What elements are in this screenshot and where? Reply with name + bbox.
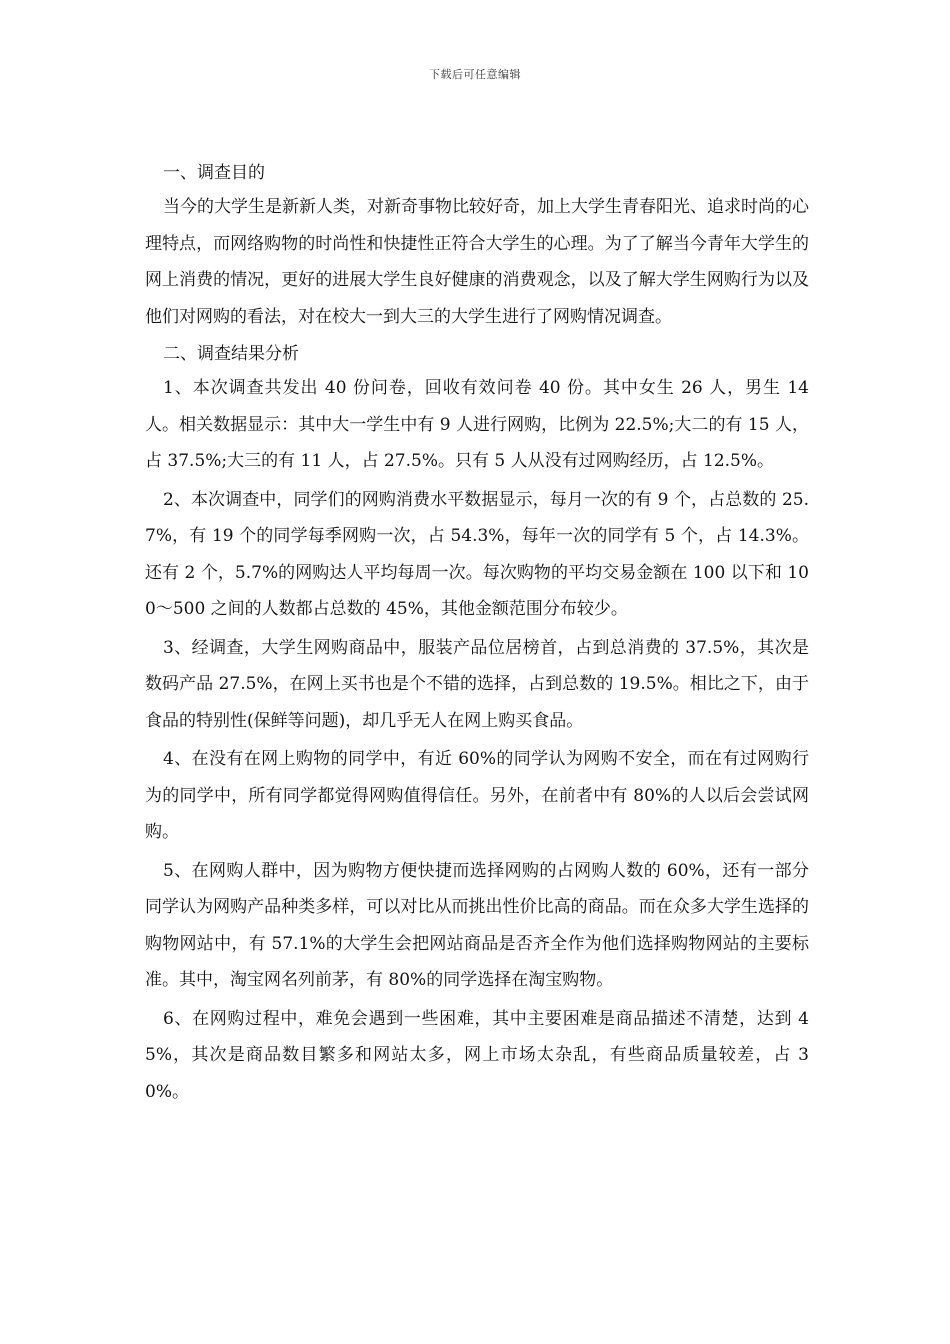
result-paragraph-6: 6、在网购过程中，难免会遇到一些困难，其中主要困难是商品描述不清楚，达到 45%，其次是商品数目繁多和网站太多，网上市场太杂乱，有些商品质量较差，占 30%。	[145, 1008, 809, 1102]
result-paragraph-1: 1、本次调查共发出 40 份问卷，回收有效问卷 40 份。其中女生 26 人，男生 14 人。相关数据显示：其中大一学生中有 9 人进行网购，比例为 22.5%;大二的有 15 人，占 37.5%;大三的有 11 人，占 27.5%。只有 5 人从没有过网购经历，占 12.5%。	[145, 378, 809, 471]
section-heading-results: 二、调查结果分析	[163, 344, 299, 364]
result-paragraph-2: 2、本次调查中，同学们的网购消费水平数据显示，每月一次的有 9 个，占总数的 25.7%，有 19 个的同学每季网购一次，占 54.3%，每年一次的同学有 5 个，占 14.3%。还有 2 个，5.7%的网购达人平均每周一次。每次购物的平均交易金额在 100 以下和 100～500 之间的人数都占总数的 45%，其他金额范围分布较少。	[145, 489, 809, 619]
result-paragraph-4: 4、在没有在网上购物的同学中，有近 60%的同学认为网购不安全，而在有过网购行为的同学中，所有同学都觉得网购值得信任。另外，在前者中有 80%的人以后会尝试网购。	[145, 749, 809, 842]
document-body	[145, 158, 809, 1112]
result-paragraph-3: 3、经调查，大学生网购商品中，服装产品位居榜首，占到总消费的 37.5%，其次是数码产品 27.5%，在网上买书也是个不错的选择，占到总数的 19.5%。相比之下，由于食品的特别性(保鲜等问题)，却几乎无人在网上购买食品。	[145, 637, 809, 731]
header-note: 下载后可任意编辑	[429, 68, 521, 81]
section-heading-purpose: 一、调查目的	[163, 163, 265, 183]
result-paragraph-5: 5、在网购人群中，因为购物方便快捷而选择网购的占网购人数的 60%，还有一部分同学认为网购产品种类多样，可以对比从而挑出性价比高的商品。而在众多大学生选择的购物网站中，有 57.1%的大学生会把网站商品是否齐全作为他们选择购物网站的主要标准。其中，淘宝网名列前茅，有 80%的同学选择在淘宝购物。	[145, 860, 809, 990]
purpose-paragraph: 当今的大学生是新新人类，对新奇事物比较好奇，加上大学生青春阳光、追求时尚的心理特点，而网络购物的时尚性和快捷性正符合大学生的心理。为了了解当今青年大学生的网上消费的情况，更好的进展大学生良好健康的消费观念，以及了解大学生网购行为以及他们对网购的看法，对在校大一到大三的大学生进行了网购情况调查。	[145, 197, 809, 327]
